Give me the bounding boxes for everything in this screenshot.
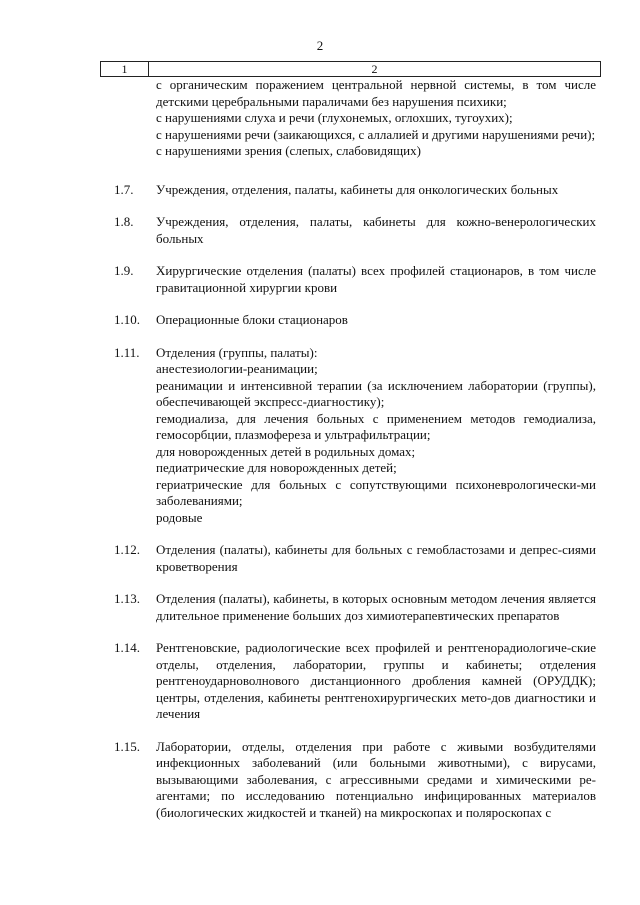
text-line: Учреждения, отделения, палаты, кабинеты для кожно-венерологических больных bbox=[156, 214, 596, 246]
item-number: 1.11. bbox=[114, 344, 140, 360]
text-line: с нарушениями речи (заикающихся, с аллалией и другими нарушениями речи); bbox=[156, 126, 596, 142]
item-text bbox=[156, 640, 596, 723]
item-text bbox=[156, 739, 596, 822]
item-text bbox=[156, 77, 596, 160]
table-header bbox=[100, 61, 601, 77]
list-item bbox=[100, 542, 601, 575]
table-header-col1: 1 bbox=[101, 62, 149, 76]
item-number: 1.10. bbox=[114, 312, 140, 327]
item-number: 1.14. bbox=[114, 640, 140, 655]
text-line: с органическим поражением центральной нервной системы, в том числе детскими церебральными параличами без нарушения психики; bbox=[156, 77, 596, 109]
item-number: 1.8. bbox=[114, 214, 134, 229]
text-line: Операционные блоки стационаров bbox=[156, 312, 348, 327]
list-item bbox=[100, 640, 601, 723]
item-text bbox=[156, 345, 596, 527]
list-item bbox=[100, 214, 601, 247]
item-number bbox=[100, 77, 156, 160]
item-number: 1.12. bbox=[114, 542, 140, 557]
text-line: родовые bbox=[156, 509, 203, 525]
text-line: Отделения (палаты), кабинеты, в которых основным методом лечения является длительное применение больших доз химиотерапевтических препаратов bbox=[156, 591, 596, 623]
text-line: Лаборатории, отделы, отделения при работе с живыми возбудителями инфекционных заболеваний (или больными животными), с вирусами, вызывающими заболевания, с агрессивными средами и химическими ре-агентами; по исследованию потенциально инфицированных материалов (биологических жидкостей и тканей) на микроскопах и поляроскопах с bbox=[156, 738, 596, 820]
text-line: Рентгеновские, радиологические всех профилей и рентгенорадиологиче-ские отделы, отделения, лаборатории, группы и кабинеты; отделения рентгеноударноволнового дистанционного дробления камней (ОРУДДК); центры, отделения, кабинеты рентгенохирургических мето-дов диагностики и лечения bbox=[156, 640, 596, 721]
text-line: Отделения (палаты), кабинеты для больных с гемобластозами и депрес-сиями кроветворения bbox=[156, 542, 596, 574]
page-number: 2 bbox=[316, 38, 324, 53]
text-line: Учреждения, отделения, палаты, кабинеты для онкологических больных bbox=[156, 181, 559, 197]
list-item bbox=[100, 182, 601, 199]
text-line: гемодиализа, для лечения больных с применением методов гемодиализа, гемосорбции, плазмофереза и ультрафильтрации; bbox=[156, 410, 596, 442]
item-number: 1.15. bbox=[114, 738, 140, 754]
list-item bbox=[100, 263, 601, 296]
continuation-block bbox=[100, 77, 601, 160]
item-number: 1.9. bbox=[114, 263, 134, 278]
text-line: Отделения (группы, палаты): bbox=[156, 344, 318, 360]
text-line: педиатрические для новорожденных детей; bbox=[156, 460, 397, 475]
item-text bbox=[156, 312, 596, 329]
text-line: анестезиологии-реанимации; bbox=[156, 361, 318, 376]
item-text bbox=[156, 214, 596, 247]
list-item bbox=[100, 591, 601, 624]
table-header-col2: 2 bbox=[371, 62, 378, 76]
item-number: 1.13. bbox=[114, 591, 140, 606]
text-line: Хирургические отделения (палаты) всех профилей стационаров, в том числе гравитационной хирургии крови bbox=[156, 263, 596, 295]
list-item bbox=[100, 312, 601, 329]
text-line: для новорожденных детей в родильных домах; bbox=[156, 443, 416, 459]
item-text bbox=[156, 542, 596, 575]
text-line: с нарушениями зрения (слепых, слабовидящих) bbox=[156, 143, 421, 158]
document-body bbox=[100, 77, 601, 821]
list-item bbox=[100, 739, 601, 822]
text-line: с нарушениями слуха и речи (глухонемых, оглохших, тугоухих); bbox=[156, 110, 513, 125]
item-number: 1.7. bbox=[114, 181, 134, 197]
text-line: гериатрические для больных с сопутствующими психоневрологически-ми заболеваниями; bbox=[156, 476, 596, 508]
text-line: реанимации и интенсивной терапии (за исключением лаборатории (группы), обеспечивающей экспресс-диагностику); bbox=[156, 377, 596, 409]
item-text bbox=[156, 182, 596, 199]
list-item bbox=[100, 345, 601, 527]
item-text bbox=[156, 263, 596, 296]
item-text bbox=[156, 591, 596, 624]
